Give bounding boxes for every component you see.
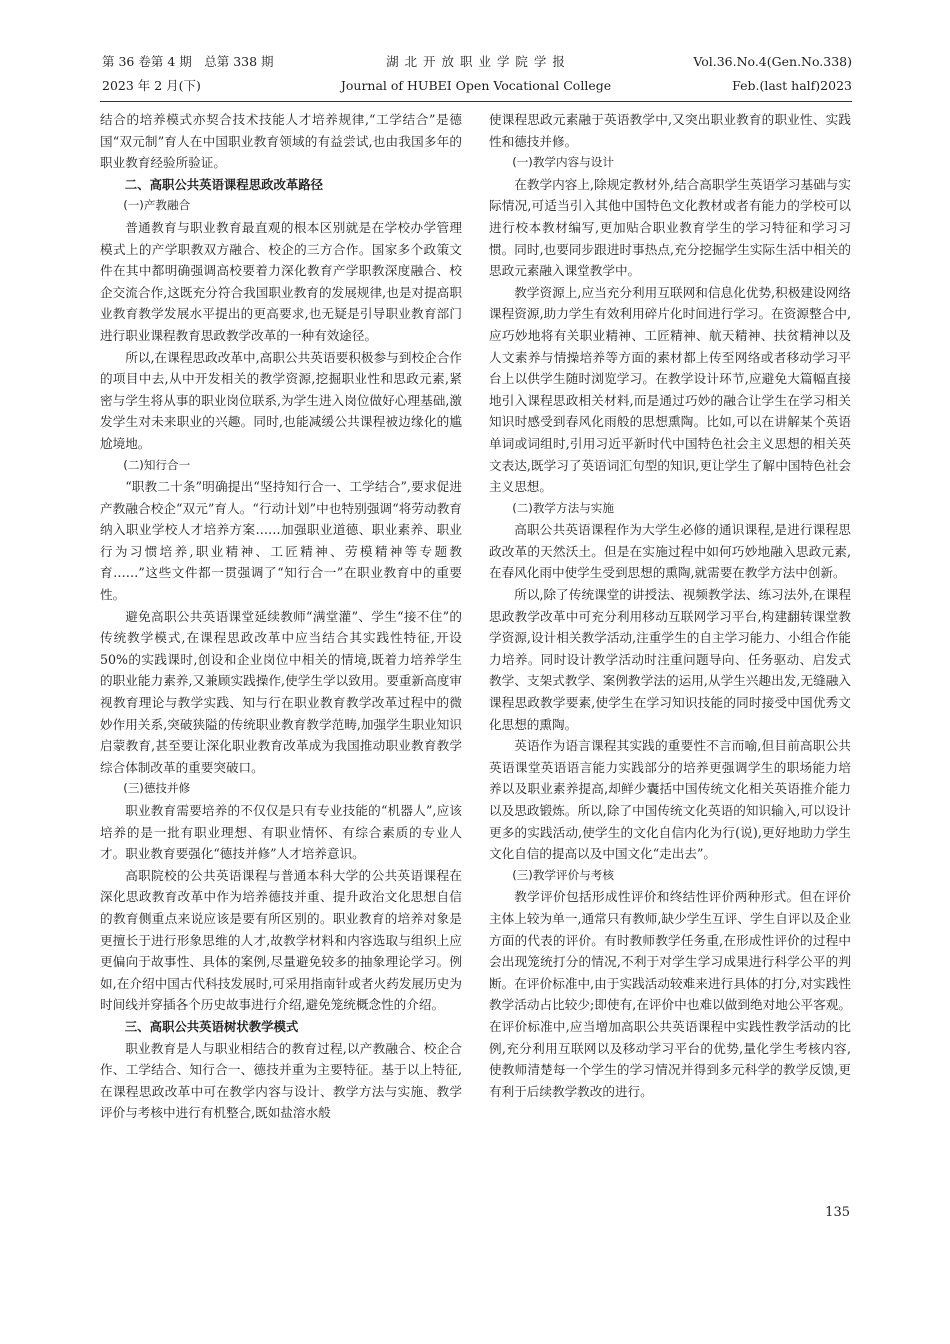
issue-date: 2023 年 2 月(下) [102, 78, 201, 93]
page-number: 135 [825, 1205, 850, 1220]
paragraph: “职教二十条”明确提出“坚持知行合一、工学结合”,要求促进产教融合校企“双元”育人。“行动计划”中也特别强调“将劳动教育纳入职业学校人才培养方案……加强职业道德、职业素养、职业行为习惯培养,职业精神、工匠精神、劳模精神等专题教育……”这些文件都一贯强调了“知行合一”在职业教育中的重要性。 [100, 479, 462, 603]
subsection-heading: (二)知行合一 [123, 457, 191, 472]
journal-title-cn: 湖 北 开 放 职 业 学 院 学 报 [386, 54, 566, 69]
section-heading: 三、高职公共英语树状教学模式 [124, 1018, 299, 1034]
issue-info: 第 36 卷第 4 期 总第 338 期 [102, 54, 274, 69]
paragraph: 高职院校的公共英语课程与普通本科大学的公共英语课程在深化思政教育改革中作为培养德技并重、提升政治文化思想自信的教育侧重点来说应该是要有所区别的。职业教育的培养对象是更擅长于进行形象思维的人才,故教学材料和内容选取与组织上应更偏向于故事性、具体的案例,尽量避免较多的抽象理论学习。例如,在介绍中国古代科技发展时,可采用指南针或者火药发展历史为时间线并穿插各个历史故事进行介绍,避免笼统概念性的介绍。 [100, 867, 462, 1013]
paragraph: 教学评价包括形成性评价和终结性评价两种形式。但在评价主体上较为单一,通常只有教师,缺少学生互评、学生自评以及企业方面的代表的评价。有时教师教学任务重,在形成性评价的过程中会出现笼统打分的情况,不利于对学生学习成果进行科学公平的判断。在评价标准中,由于实践活动较难来进行具体的打分,对实践性教学活动占比较少;即使有,在评价中也难以做到绝对地公平客观。在评价标准中,应当增加高职公共英语课程中实践性教学活动的比例,充分利用互联网以及移动学习平台的优势,量化学生考核内容,使教师清楚每一个学生的学习情况并得到多元科学的教学反馈,更有利于后续教学教改的进行。 [489, 889, 851, 1099]
paragraph: 英语作为语言课程其实践的重要性不言而喻,但目前高职公共英语课堂英语语言能力实践部分的培养更强调学生的职场能力培养以及职业素养提高,却鲜少囊括中国传统文化相关英语推介能力以及思政锻炼。所以,除了中国传统文化英语的知识输入,可以设计更多的实践活动,使学生的文化自信内化为行(说),更好地助力学生文化自信的提高以及中国文化“走出去”。 [489, 738, 851, 862]
paragraph: 避免高职公共英语课堂延续教师“满堂灌”、学生“接不住”的传统教学模式,在课程思政改革中应当结合其实践性特征,开设 50%的实践课时,创设和企业岗位中相关的情境,既着力培养学生的职业能力素养,又兼顾实践操作,使学生学以致用。要重新高度审视教育理论与教学实践、知与行在职业教育教学改革过程中的微妙作用关系,突破狭隘的传统职业教育教学范畴,加强学生职业知识启蒙教育,甚至要让深化职业教育改革成为我国推动职业教育教学综合体制改革的重要突破口。 [100, 608, 462, 775]
running-header [100, 52, 852, 98]
section-heading: 二、高职公共英语课程思政改革路径 [124, 176, 324, 192]
volume-info: Vol.36.No.4(Gen.No.338) [693, 54, 852, 69]
right-column [489, 109, 851, 1102]
subsection-heading: (一)教学内容与设计 [512, 155, 614, 170]
left-column [100, 109, 462, 1124]
paragraph: 所以,在课程思政改革中,高职公共英语要积极参与到校企合作的项目中去,从中开发相关的教学资源,挖掘职业性和思政元素,紧密与学生将从事的职业岗位联系,为学生进入岗位做好心理基础,激发学生对未来职业的兴趣。同时,也能减缓公共课程被边缘化的尴尬境地。 [100, 349, 462, 451]
paragraph: 所以,除了传统课堂的讲授法、视频教学法、练习法外,在课程思政教学改革中可充分利用移动互联网学习平台,构建翻转课堂教学资源,设计相关教学活动,注重学生的自主学习能力、小组合作能力培养。同时设计教学活动时注重问题导向、任务驱动、启发式教学、支架式教学、案例教学法的运用,从学生兴趣出发,无缝融入课程思政教学要素,使学生在学习知识技能的同时接受中国优秀文化思想的熏陶。 [489, 587, 851, 732]
subsection-heading: (三)德技并修 [123, 781, 191, 796]
paragraph: 职业教育是人与职业相结合的教育过程,以产教融合、校企合作、工学结合、知行合一、德技并重为主要特征。基于以上特征,在课程思政改革中可在教学内容与设计、教学方法与实施、教学评价与考核中进行有机整合,既如盐溶水般 [100, 1040, 462, 1121]
paragraph: 职业教育需要培养的不仅仅是只有专业技能的“机器人”,应该培养的是一批有职业理想、有职业情怀、有综合素质的专业人才。职业教育要强化“德技并修”人才培养意识。 [100, 803, 462, 862]
volume-date: Feb.(last half)2023 [732, 78, 852, 93]
subsection-heading: (一)产教融合 [123, 198, 191, 213]
journal-title-en: Journal of HUBEI Open Vocational College [340, 78, 612, 93]
paragraph: 高职公共英语课程作为大学生必修的通识课程,是进行课程思政改革的天然沃土。但是在实施过程中如何巧妙地融入思政元素,在春风化雨中使学生受到思想的熏陶,就需要在教学方法中创新。 [489, 522, 851, 581]
subsection-heading: (二)教学方法与实施 [512, 500, 614, 515]
paragraph: 教学资源上,应当充分利用互联网和信息化优势,积极建设网络课程资源,助力学生有效利用碎片化时间进行学习。在资源整合中,应巧妙地将有关职业精神、工匠精神、航天精神、扶贫精神以及人文素养与情操培养等方面的素材都上传至网络或者移动学习平台上以供学生随时浏览学习。在教学设计环节,应避免大篇幅直接地引入课程思政相关材料,而是通过巧妙的融合让学生在学习相关知识时感受到春风化雨般的思想熏陶。比如,可以在讲解某个英语单词或词组时,引用习近平新时代中国特色社会主义思想的相关英文表达,既学习了英语词汇句型的知识,更让学生了解中国特色社会主义思想。 [489, 284, 851, 495]
paragraph-continued: 结合的培养模式亦契合技术技能人才培养规律,“工学结合”是德国“双元制”育人在中国职业教育领域的有益尝试,也由我国多年的职业教育经验所验证。 [100, 112, 462, 171]
paragraph: 普通教育与职业教育最直观的根本区别就是在学校办学管理模式上的产学职教双方融合、校企的三方合作。国家多个政策文件在其中都明确强调高校要着力深化教育产学职教深度融合、校企交流合作,这既充分符合我国职业教育的发展规律,也是对提高职业教育教学发展水平提出的更高要求,也无疑是引导职业教育部门进行职业课程教育思政教学改革的一种有效途径。 [100, 219, 462, 343]
paragraph-continued: 使课程思政元素融于英语教学中,又突出职业教育的职业性、实践性和德技并修。 [489, 112, 851, 149]
subsection-heading: (三)教学评价与考核 [512, 867, 614, 882]
paragraph: 在教学内容上,除规定教材外,结合高职学生英语学习基础与实际情况,可适当引入其他中国特色文化教材或者有能力的学校可以进行校本教材编写,更加贴合职业教育学生的学习特征和学习习惯。同时,也要同步跟进时事热点,充分挖掘学生实际生活中相关的思政元素融入课堂教学中。 [489, 176, 851, 279]
header-rule [100, 101, 852, 102]
